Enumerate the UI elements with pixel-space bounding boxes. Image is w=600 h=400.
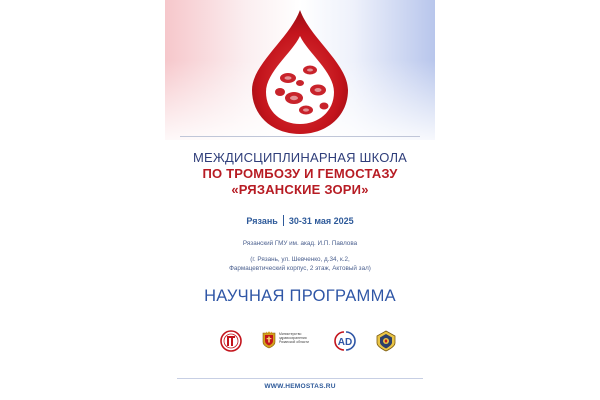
- ryazan-coat-of-arms-icon: [262, 331, 276, 349]
- venue-address-line-1: (г. Рязань, ул. Шевченко, д.34, к.2,: [250, 256, 350, 263]
- university-logo-icon: [220, 330, 242, 352]
- ministry-logo-text: [279, 332, 321, 344]
- venue-name: Рязанский ГМУ им. акад. И.П. Павлова: [242, 240, 358, 247]
- svg-text:АD: АD: [337, 337, 353, 348]
- brochure-cover: [165, 0, 435, 400]
- ministry-text-line: Министерство: [279, 332, 302, 336]
- ministry-text-line: здравоохранения: [279, 336, 307, 340]
- title-line-1: МЕЖДИСЦИПЛИНАРНАЯ ШКОЛА: [192, 150, 408, 165]
- title-line-3: «РЯЗАНСКИЕ ЗОРИ»: [231, 182, 369, 197]
- event-dates: 30-31 мая 2025: [288, 216, 354, 226]
- venue-address-line-2: Фармацевтический корпус, 2 этаж, Актовый зал): [229, 265, 371, 272]
- separator-line: [180, 136, 420, 137]
- website-link[interactable]: WWW.HEMOSTAS.RU: [264, 383, 336, 390]
- ministry-text-line: Рязанской области: [279, 340, 309, 344]
- blood-drop-logo: [248, 8, 352, 136]
- program-title: НАУЧНАЯ ПРОГРАММА: [204, 287, 396, 305]
- event-city: Рязань: [246, 216, 278, 226]
- event-city-date: [165, 215, 435, 226]
- divider-bar: [283, 215, 284, 226]
- society-emblem-icon: [375, 330, 397, 352]
- bottom-rule: [177, 378, 423, 379]
- ad-association-logo-icon: [333, 330, 357, 352]
- title-line-2: ПО ТРОМБОЗУ И ГЕМОСТАЗУ: [202, 166, 398, 181]
